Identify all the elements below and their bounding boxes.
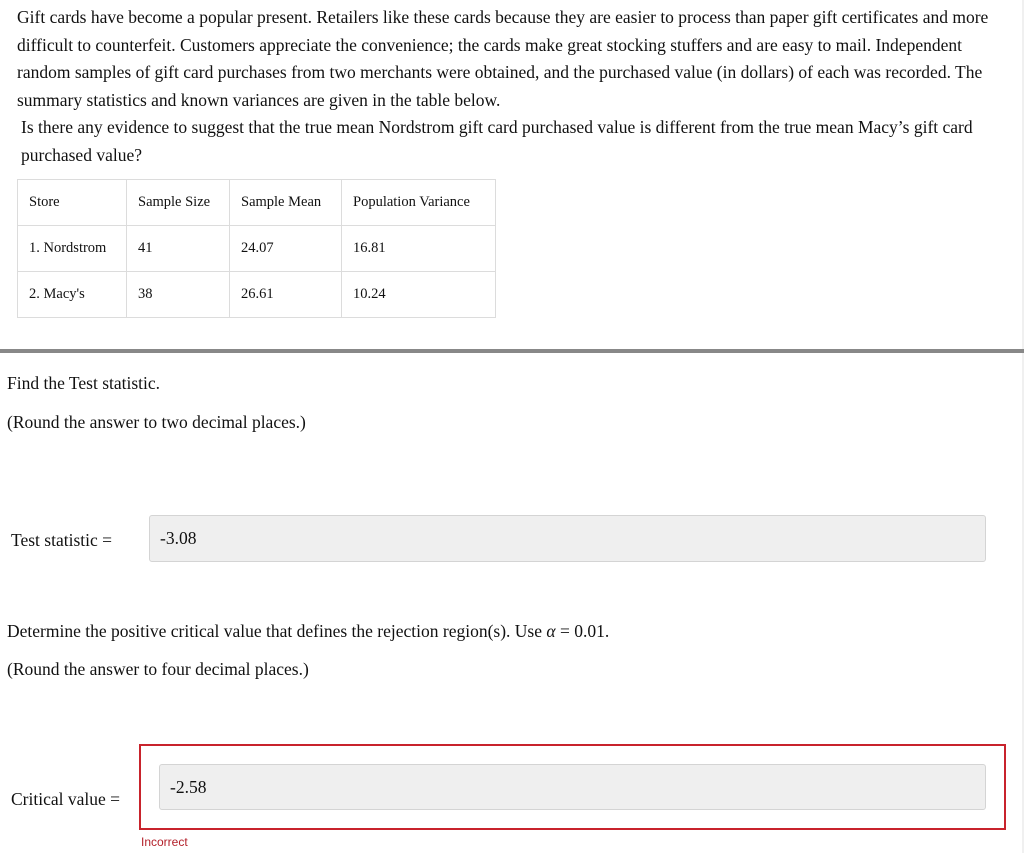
table-row [18,226,496,272]
cell-population-variance: 16.81 [342,226,496,272]
part2-prompt [7,621,609,642]
part1-rounding-note: (Round the answer to two decimal places.) [7,412,306,432]
problem-intro: Gift cards have become a popular present. Retailers like these cards because they are easier to process than paper gift certificates and more difficult to counterfeit. Customers appreciate the convenience; the cards make great stocking stuffers and are easy to mail. Independent random samples of gift card purchases from two merchants were obtained, and the purchased value (in dollars) of each was recorded. The summary statistics and known variances are given in the table below. [17,7,989,110]
part2-alpha-value: = 0.01. [555,621,610,641]
critical-value-label: Critical value = [11,789,120,809]
test-statistic-input[interactable]: -3.08 [149,515,986,562]
cell-sample-mean: 24.07 [230,226,342,272]
header-sample-size: Sample Size [127,180,230,226]
part2-rounding-note: (Round the answer to four decimal places.) [7,659,309,679]
part2-prompt-text: Determine the positive critical value that defines the rejection region(s). Use [7,621,547,641]
cell-sample-size: 41 [127,226,230,272]
cell-store: 2. Macy's [18,272,127,318]
table-header-row [18,180,496,226]
summary-statistics-table [17,179,496,318]
part1-prompt: Find the Test statistic. [7,373,161,393]
cell-population-variance: 10.24 [342,272,496,318]
section-divider [0,349,1024,353]
incorrect-feedback: Incorrect [141,835,188,849]
table-row [18,272,496,318]
problem-question: Is there any evidence to suggest that the true mean Nordstrom gift card purchased value is different from the true mean Macy’s gift card purchased value? [21,117,973,165]
alpha-symbol: α [546,621,556,641]
cell-sample-size: 38 [127,272,230,318]
critical-value-input[interactable]: -2.58 [159,764,986,810]
problem-statement [17,4,1007,169]
test-statistic-label: Test statistic = [11,530,112,550]
cell-sample-mean: 26.61 [230,272,342,318]
header-sample-mean: Sample Mean [230,180,342,226]
header-store: Store [18,180,127,226]
header-population-variance: Population Variance [342,180,496,226]
cell-store: 1. Nordstrom [18,226,127,272]
